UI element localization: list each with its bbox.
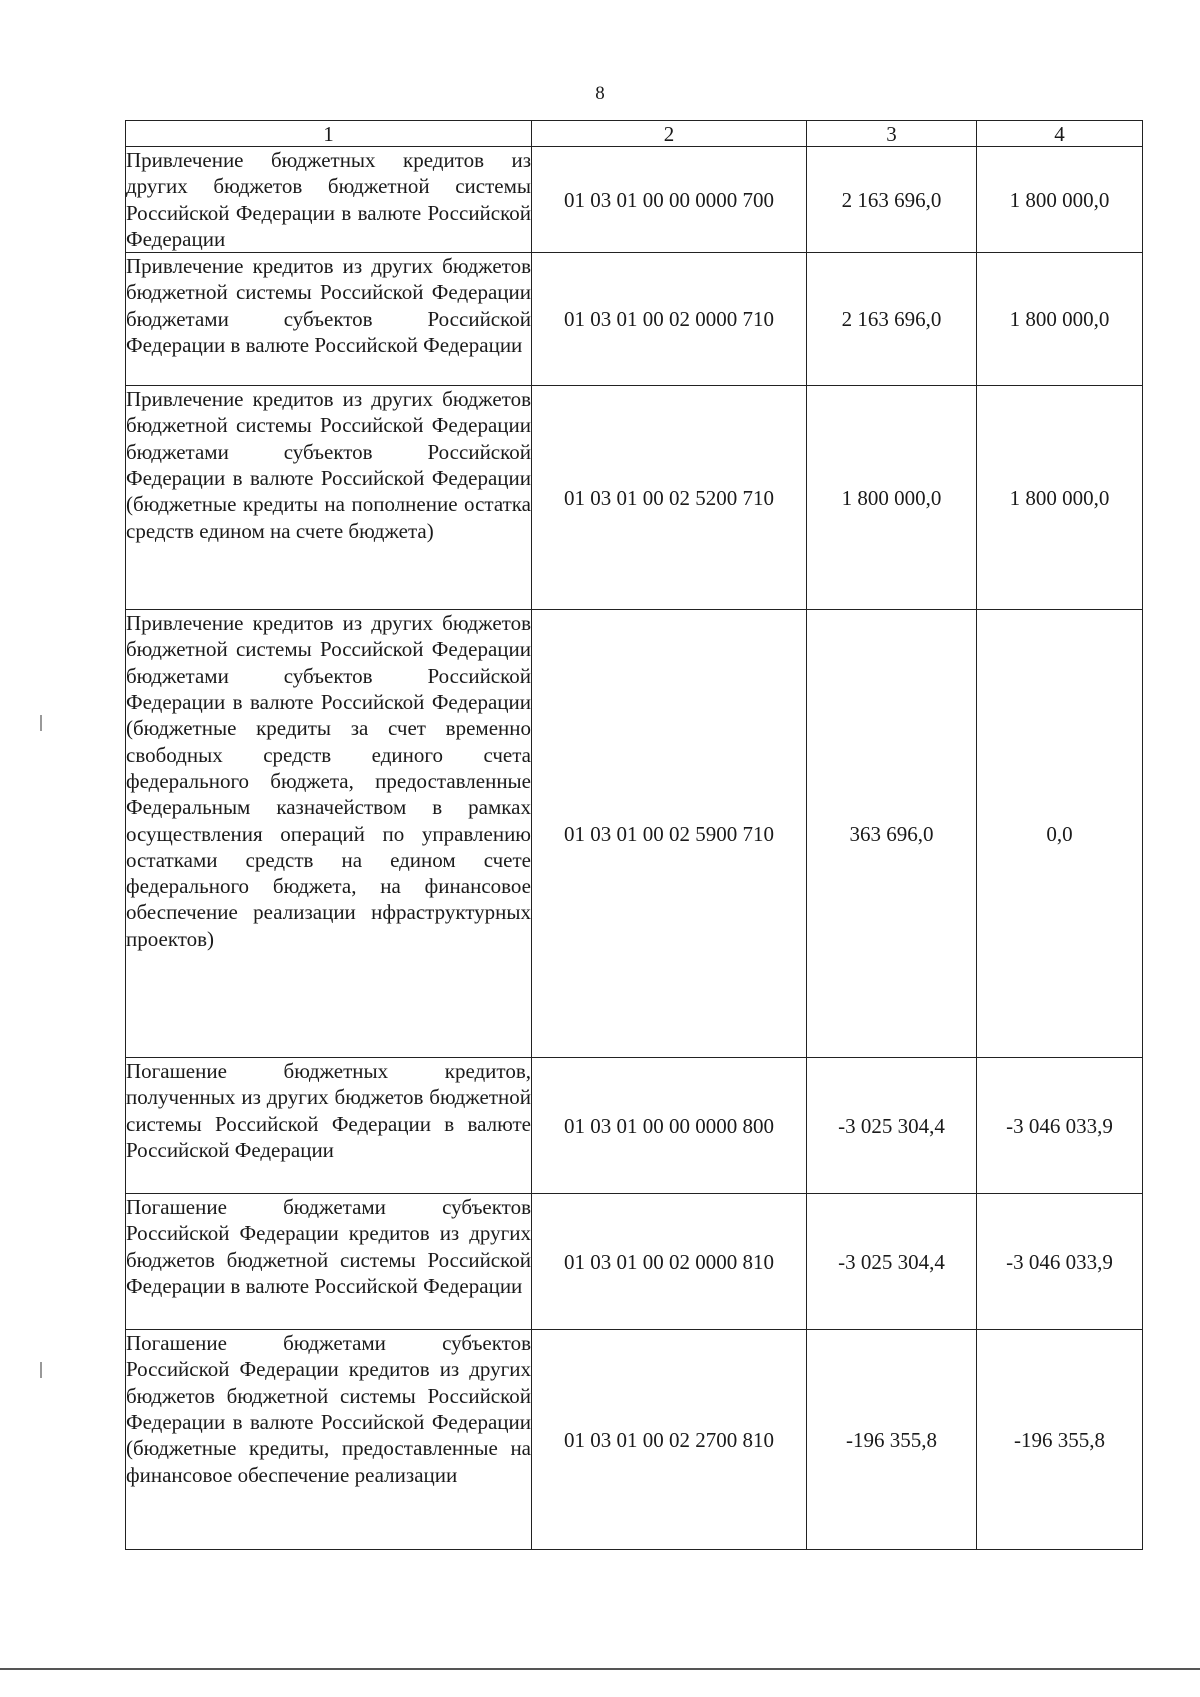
row-code: 01 03 01 00 00 0000 800 (532, 1058, 807, 1194)
row-value-3: -196 355,8 (807, 1330, 977, 1550)
row-name: Привлечение кредитов из других бюджетов бюджетной системы Российской Федерации бюджетами субъектов Российской Федерации в валюте Российской Федерации (126, 253, 532, 386)
row-value-4: 1 800 000,0 (977, 147, 1143, 253)
column-header-2: 2 (532, 121, 807, 147)
row-name: Привлечение кредитов из других бюджетов бюджетной системы Российской Федерации бюджетами субъектов Российской Федерации в валюте Российской Федерации (бюджетные кредиты на пополнение остатка средств едином на счете бюджета) (126, 386, 532, 610)
table-header-row (126, 121, 1143, 147)
row-name: Привлечение кредитов из других бюджетов бюджетной системы Российской Федерации бюджетами субъектов Российской Федерации в валюте Российской Федерации (бюджетные кредиты за счет временно свободных средств единого счета федерального бюджета, предоставленные Федеральным казначейством в рамках осуществления операций по управлению остатками средств на едином счете федерального бюджета, на финансовое обеспечение реализации нфраструктурных проектов) (126, 610, 532, 1058)
row-code: 01 03 01 00 00 0000 700 (532, 147, 807, 253)
row-value-3: -3 025 304,4 (807, 1058, 977, 1194)
row-value-4: -196 355,8 (977, 1330, 1143, 1550)
table-row (126, 253, 1143, 386)
column-header-3: 3 (807, 121, 977, 147)
scan-bottom-rule (0, 1668, 1200, 1670)
scan-edge-mark (40, 715, 42, 731)
row-code: 01 03 01 00 02 0000 810 (532, 1194, 807, 1330)
row-value-4: 0,0 (977, 610, 1143, 1058)
row-value-4: -3 046 033,9 (977, 1194, 1143, 1330)
row-value-3: 2 163 696,0 (807, 147, 977, 253)
row-code: 01 03 01 00 02 2700 810 (532, 1330, 807, 1550)
row-value-3: 2 163 696,0 (807, 253, 977, 386)
row-name: Привлечение бюджетных кредитов из других бюджетов бюджетной системы Российской Федерации в валюте Российской Федерации (126, 148, 531, 251)
page-number: 8 (595, 83, 605, 104)
row-value-4: 1 800 000,0 (977, 253, 1143, 386)
row-value-3: 363 696,0 (807, 610, 977, 1058)
table-row (126, 1058, 1143, 1194)
row-value-4: -3 046 033,9 (977, 1058, 1143, 1194)
column-header-4: 4 (977, 121, 1143, 147)
scan-edge-mark (40, 1362, 42, 1378)
row-code: 01 03 01 00 02 5900 710 (532, 610, 807, 1058)
table-row (126, 1330, 1143, 1550)
table-row (126, 610, 1143, 1058)
row-name: Погашение бюджетных кредитов, полученных из других бюджетов бюджетной системы Российской Федерации в валюте Российской Федерации (126, 1058, 532, 1194)
table-row (126, 1194, 1143, 1330)
table-row (126, 147, 1143, 253)
row-value-4: 1 800 000,0 (977, 386, 1143, 610)
row-value-3: 1 800 000,0 (807, 386, 977, 610)
budget-table (125, 120, 1143, 1550)
column-header-1: 1 (126, 121, 532, 147)
row-name: Погашение бюджетами субъектов Российской Федерации кредитов из других бюджетов бюджетной системы Российской Федерации в валюте Российской Федерации (бюджетные кредиты, предоставленные на финансовое обеспечение реализации (126, 1330, 532, 1550)
row-name: Погашение бюджетами субъектов Российской Федерации кредитов из других бюджетов бюджетной системы Российской Федерации в валюте Российской Федерации (126, 1194, 532, 1330)
row-code: 01 03 01 00 02 5200 710 (532, 386, 807, 610)
table-row (126, 386, 1143, 610)
row-code: 01 03 01 00 02 0000 710 (532, 253, 807, 386)
row-value-3: -3 025 304,4 (807, 1194, 977, 1330)
